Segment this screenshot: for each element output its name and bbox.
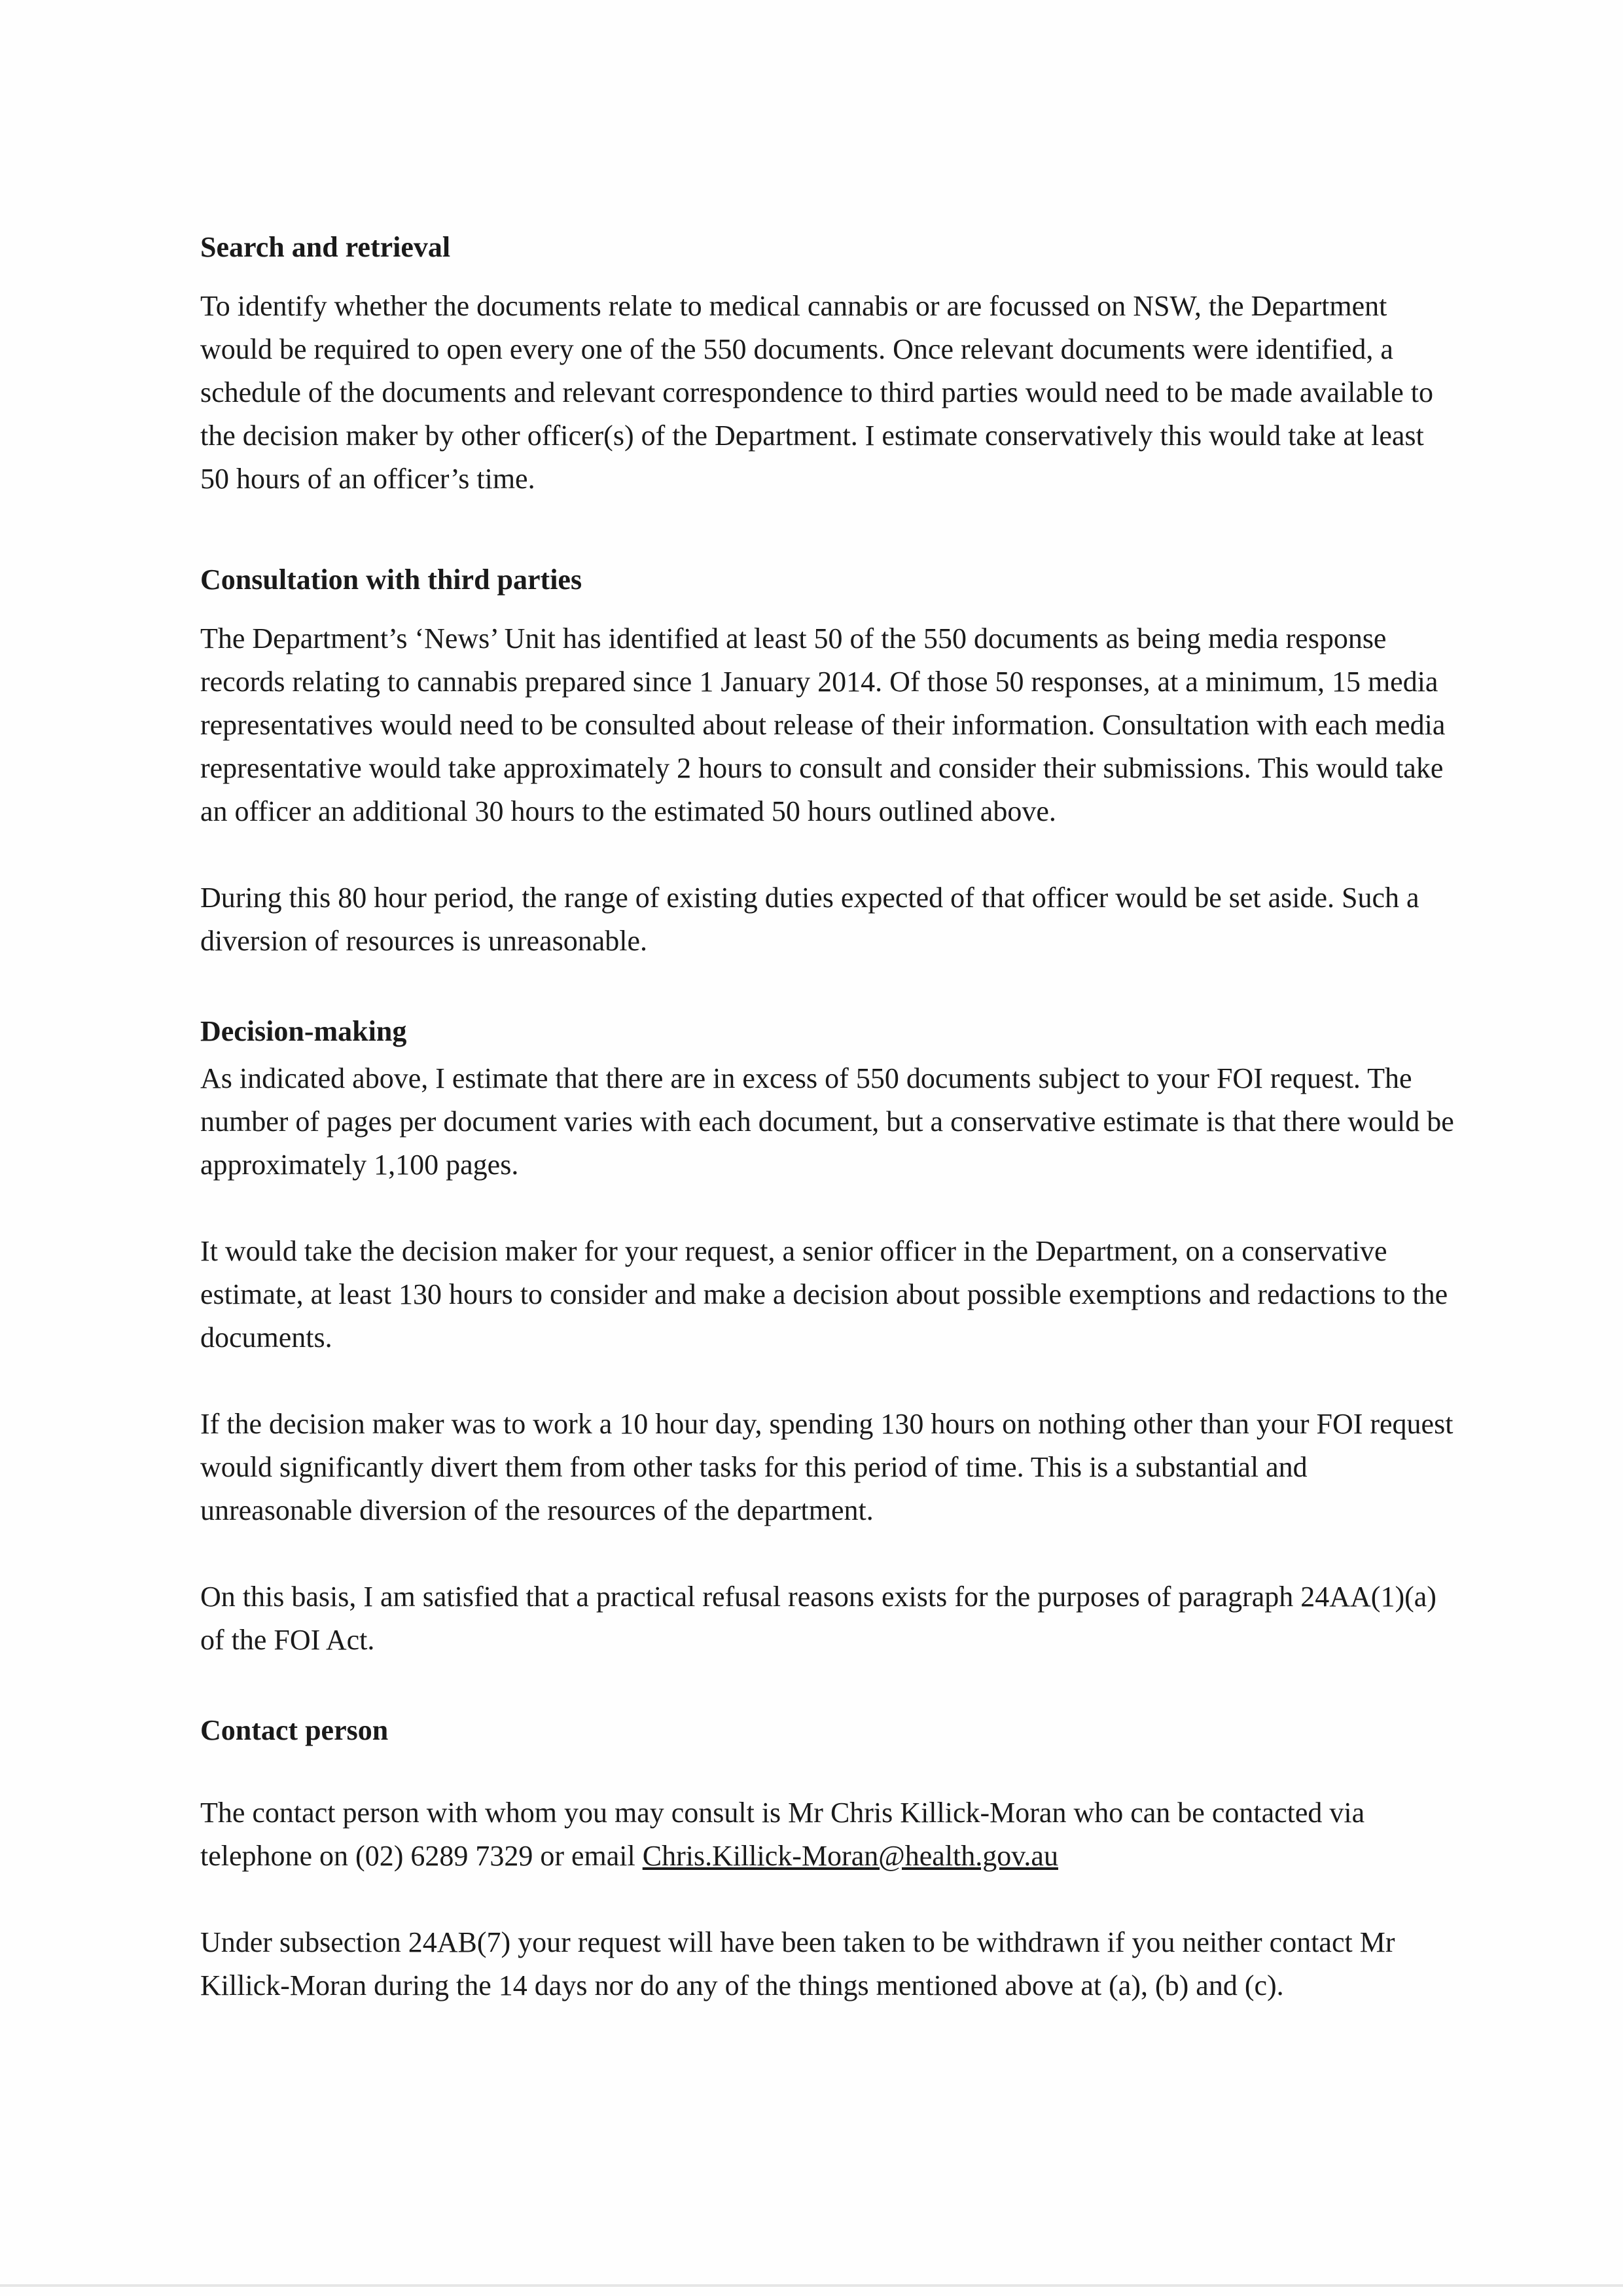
scan-edge-line: [0, 2284, 1623, 2287]
heading-contact-person: Contact person: [200, 1714, 389, 1746]
contact-text: The contact person with whom you may consult is Mr Chris Killick-Moran who can be contacted via telephone on (02) 6289 7329 or email: [200, 1797, 1365, 1872]
heading-consultation-third-parties: Consultation with third parties: [200, 564, 582, 596]
contact-email-link[interactable]: Chris.Killick-Moran@health.gov.au: [642, 1840, 1058, 1872]
heading-decision-making: Decision-making: [200, 1015, 407, 1047]
paragraph-decision-basis: On this basis, I am satisfied that a practical refusal reasons exists for the purposes of paragraph 24AA(1)(a) of the FOI Act.: [200, 1581, 1436, 1656]
paragraph-decision-estimate: As indicated above, I estimate that there are in excess of 550 documents subject to your FOI request. The number of pages per document varies with each document, but a conservative estimate is that there would be approximately 1,100 pages.: [200, 1062, 1454, 1181]
paragraph-contact: [200, 1791, 1457, 1878]
paragraph-diversion: During this 80 hour period, the range of existing duties expected of that officer would be set aside. Such a diversion of resources is unreasonable.: [200, 882, 1419, 957]
paragraph-search-retrieval: To identify whether the documents relate to medical cannabis or are focussed on NSW, the Department would be required to open every one of the 550 documents. Once relevant documents were identified, a schedule of the documents and relevant correspondence to third parties would need to be made available to the decision maker by other officer(s) of the Department. I estimate conservatively this would take at least 50 hours of an officer’s time.: [200, 290, 1433, 495]
paragraph-decision-time: It would take the decision maker for your request, a senior officer in the Department, on a conservative estimate, at least 130 hours to consider and make a decision about possible exemptions and redactions to the documents.: [200, 1235, 1448, 1354]
paragraph-withdrawal: Under subsection 24AB(7) your request will have been taken to be withdrawn if you neither contact Mr Killick-Moran during the 14 days nor do any of the things mentioned above at (a), (b) and (c).: [200, 1926, 1395, 2001]
paragraph-decision-diversion: If the decision maker was to work a 10 hour day, spending 130 hours on nothing other than your FOI request would significantly divert them from other tasks for this period of time. This is a substantial and unreasonable diversion of the resources of the department.: [200, 1408, 1454, 1526]
paragraph-consultation: The Department’s ‘News’ Unit has identified at least 50 of the 550 documents as being media response records relating to cannabis prepared since 1 January 2014. Of those 50 responses, at a minimum, 15 media representatives would need to be consulted about release of their information. Consultation with each media representative would take approximately 2 hours to consult and consider their submissions. This would take an officer an additional 30 hours to the estimated 50 hours outlined above.: [200, 622, 1446, 827]
letter-body: [200, 226, 1457, 2007]
heading-search-and-retrieval: Search and retrieval: [200, 231, 451, 263]
